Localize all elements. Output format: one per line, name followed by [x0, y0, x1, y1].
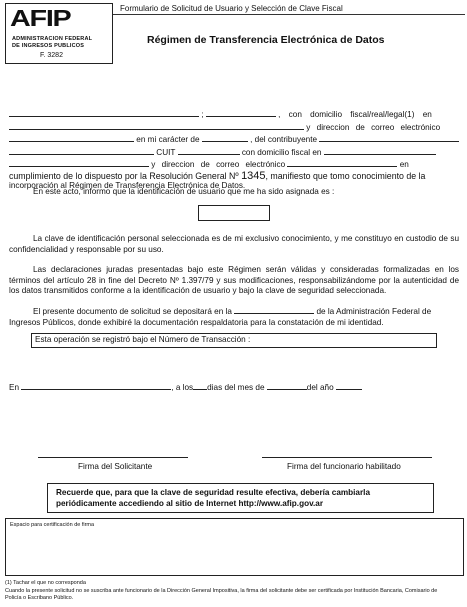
text-fragment: y direccion de correo electrónico — [306, 122, 441, 132]
email-field[interactable] — [9, 133, 134, 142]
text-fragment: del año — [306, 383, 334, 392]
certification-label: Espacio para certificación de firma — [10, 522, 95, 528]
text-fragment: y direccion de correo electrónico — [151, 160, 286, 169]
header-title: Formulario de Solicitud de Usuario y Selección de Clave Fiscal — [120, 4, 343, 13]
footnote-2: Cuando la presente solicitud no se suscriba ante funcionario de la Dirección General Impositiva, la firma del solicitante debe ser certificada por Institución Bancaria, Comisario de Policía o Escribano Público. — [5, 588, 438, 601]
text-fragment: de la Administración Federal de — [316, 307, 432, 316]
official-signature-label: Firma del funcionario habilitado — [287, 462, 401, 471]
name-field[interactable] — [9, 108, 199, 117]
security-notice-box — [47, 483, 434, 513]
day-field[interactable] — [193, 381, 207, 390]
text-fragment: incorporación al Régimen de Transferencia Electrónica de Datos. — [9, 181, 246, 190]
contributor-field[interactable] — [319, 133, 459, 142]
deposit-paragraph — [9, 305, 459, 328]
resolution-number: 1345 — [241, 169, 266, 182]
text-fragment: cumplimiento de lo dispuesto por la Resolución General Nº — [9, 170, 239, 181]
certification-box[interactable] — [5, 518, 464, 576]
fiscal-domicile-field-2[interactable] — [9, 158, 149, 167]
official-signature-line[interactable] — [262, 457, 432, 458]
text-fragment: en mi carácter de — [136, 135, 200, 144]
text-fragment: En — [9, 383, 20, 392]
contributor-email-field[interactable] — [287, 158, 397, 167]
text-fragment: CUIT — [156, 147, 176, 157]
user-id-paragraph: En este acto, informo que la identificación de usuario que me ha sido asignada es : — [33, 187, 335, 196]
user-id-field[interactable] — [198, 205, 270, 221]
text-fragment: con domicilio fiscal en — [241, 147, 322, 157]
text-fragment: ; — [201, 110, 204, 119]
declarations-paragraph: Las declaraciones juradas presentadas bajo este Régimen serán válidas y consideradas formalizadas en los términos del artículo 28 in fine del Decreto Nº 1.397/79 y sus modificaciones, responsabilizándome por la autenticidad de los datos transmitidos conforme a la identificación de usuario y bajo la clave de seguridad seleccionada. — [9, 265, 459, 295]
text-fragment: , del contribuyente — [250, 135, 318, 144]
footnote-1: (1) Tachar el que no corresponda — [5, 580, 86, 586]
transaction-label: Esta operación se registró bajo el Número de Transacción : — [35, 335, 251, 344]
text-fragment: , manifiesto que tomo conocimiento de la — [265, 170, 426, 181]
password-paragraph: La clave de identificación personal seleccionada es de mi exclusivo conocimiento, y me constituyo en custodio de su confidencialidad y responsable por su uso. — [9, 234, 459, 254]
header-rule — [113, 14, 465, 15]
fiscal-domicile-field[interactable] — [324, 146, 436, 155]
date-line — [9, 381, 362, 394]
form-code: F. 3282 — [40, 52, 63, 59]
text-fragment: dias del mes de — [207, 383, 265, 392]
cuit-field[interactable] — [206, 108, 276, 117]
contributor-cuit-field[interactable] — [178, 146, 240, 155]
page-title: Régimen de Transferencia Electrónica de Datos — [147, 34, 385, 46]
text-fragment: Ingresos Públicos, donde exhibiré la documentación respaldatoria para la constatación de mi identidad. — [9, 317, 384, 327]
role-field[interactable] — [202, 133, 248, 142]
logo-line-2: DE INGRESOS PUBLICOS — [12, 43, 85, 49]
text-fragment: , con domicilio fiscal/real/legal(1) en — [278, 110, 432, 119]
place-field[interactable] — [21, 381, 171, 390]
text-fragment: El presente documento de solicitud se depositará en la — [33, 307, 232, 316]
applicant-signature-label: Firma del Solicitante — [78, 462, 153, 471]
transaction-box[interactable] — [31, 333, 437, 348]
month-field[interactable] — [267, 381, 307, 390]
year-field[interactable] — [336, 381, 362, 390]
logo-line-1: ADMINISTRACION FEDERAL — [12, 36, 93, 42]
declaration-paragraph — [9, 108, 459, 192]
text-fragment: , a los — [171, 383, 194, 392]
contributor-name-field[interactable] — [9, 146, 154, 155]
domicile-field[interactable] — [9, 121, 304, 130]
applicant-signature-line[interactable] — [38, 457, 188, 458]
text-fragment: en — [399, 160, 409, 169]
logo-wordmark: AFIP — [10, 5, 71, 31]
agency-field[interactable] — [234, 305, 314, 314]
security-notice-text: Recuerde que, para que la clave de seguridad resulte efectiva, debería cambiarla periódicamente accediendo al sitio de Internet http://www.afip.gov.ar — [56, 488, 370, 508]
